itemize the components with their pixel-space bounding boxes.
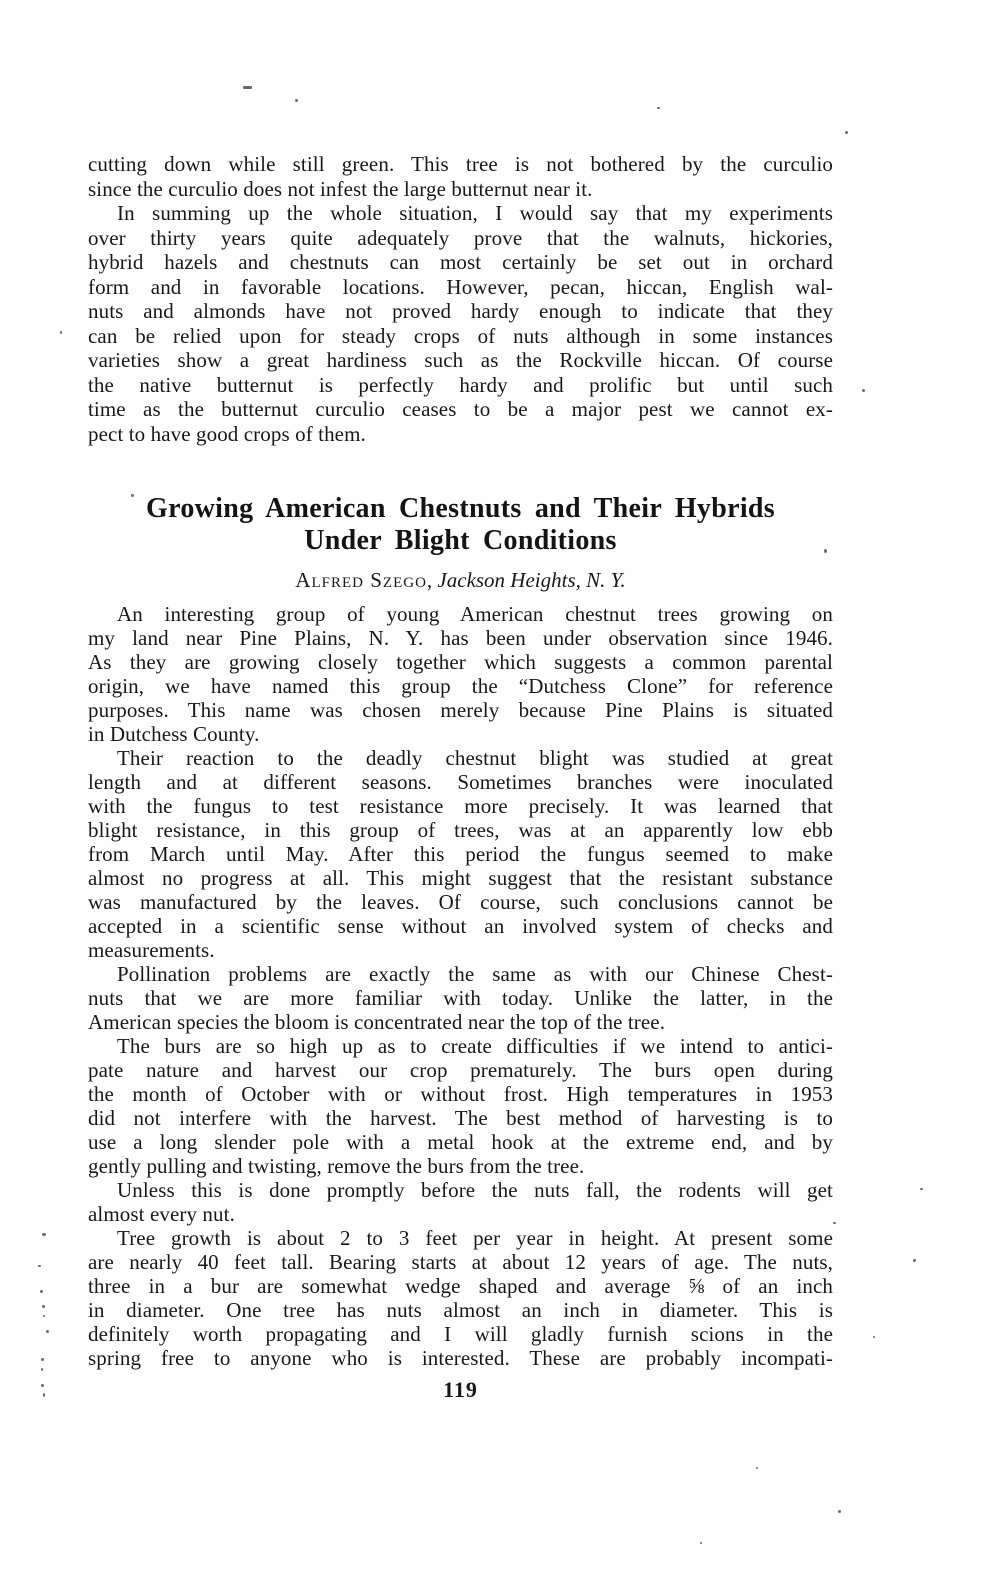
text-line: definitely worth propagating and I will gladly furnish scions in the [88, 1322, 833, 1346]
text-line: An interesting group of young American chestnut trees growing on [117, 602, 833, 626]
article-title [88, 493, 833, 557]
text-line: length and at different seasons. Sometimes branches were inoculated [88, 770, 833, 794]
scan-speck [862, 389, 865, 392]
text-line: accepted in a scientific sense without an involved system of checks and [88, 914, 833, 938]
text-line: since the curculio does not infest the large butternut near it. [88, 176, 593, 201]
scan-speck [131, 494, 134, 497]
scan-speck [824, 549, 827, 553]
scan-speck [700, 1542, 702, 1544]
text-line: the month of October with or without frost. High temperatures in 1953 [88, 1082, 833, 1106]
paragraph [88, 746, 833, 962]
text-line: As they are growing closely together which suggests a common parental [88, 650, 833, 674]
article-body-section [88, 602, 833, 1370]
page-content [88, 152, 833, 1403]
scan-speck [657, 107, 660, 109]
text-line: pate nature and harvest our crop prematurely. The burs open during [88, 1058, 833, 1082]
text-line: in diameter. One tree has nuts almost an inch in diameter. This is [88, 1298, 833, 1322]
text-line: from March until May. After this period the fungus seemed to make [88, 842, 833, 866]
text-line: are nearly 40 feet tall. Bearing starts at about 12 years of age. The nuts, [88, 1250, 833, 1274]
text-line: did not interfere with the harvest. The best method of harvesting is to [88, 1106, 833, 1130]
text-line: Tree growth is about 2 to 3 feet per year in height. At present some [117, 1226, 833, 1250]
text-line: in Dutchess County. [88, 722, 260, 746]
text-line: my land near Pine Plains, N. Y. has been under observation since 1946. [88, 626, 833, 650]
paragraph [88, 201, 833, 446]
text-line: Unless this is done promptly before the nuts fall, the rodents will get [117, 1178, 833, 1202]
text-line: In summing up the whole situation, I would say that my experiments [117, 201, 833, 225]
text-line: almost no progress at all. This might suggest that the resistant substance [88, 866, 833, 890]
scan-speck [243, 86, 252, 89]
text-line: can be relied upon for steady crops of nuts although in some instances [88, 323, 833, 348]
scan-speck [41, 1358, 44, 1361]
scan-speck [43, 1393, 45, 1397]
scan-speck [756, 1467, 758, 1469]
scan-speck [41, 1384, 44, 1387]
text-line: the native butternut is perfectly hardy and prolific but until such [88, 372, 833, 397]
author-location: Jackson Heights, N. Y. [437, 568, 626, 592]
text-line: origin, we have named this group the “Dutchess Clone” for reference [88, 674, 833, 698]
text-line: spring free to anyone who is interested. These are probably incompati- [88, 1346, 833, 1370]
scan-speck [46, 1330, 49, 1333]
scan-speck [43, 1315, 45, 1317]
text-line: use a long slender pole with a metal hook at the extreme end, and by [88, 1130, 833, 1154]
text-line: form and in favorable locations. However, pecan, hiccan, English wal- [88, 274, 833, 299]
scan-speck [40, 1290, 43, 1293]
text-line: with the fungus to test resistance more precisely. It was learned that [88, 794, 833, 818]
paragraph [88, 602, 833, 746]
article-title-line-1: Growing American Chestnuts and Their Hybrids [146, 493, 775, 524]
scan-speck [838, 1510, 841, 1513]
text-line: measurements. [88, 938, 215, 962]
paragraph [88, 1034, 833, 1178]
text-line: three in a bur are somewhat wedge shaped and average ⅝ of an inch [88, 1274, 833, 1298]
text-line: blight resistance, in this group of trees, was at an apparently low ebb [88, 818, 833, 842]
text-line: cutting down while still green. This tree is not bothered by the curculio [88, 152, 833, 176]
text-line: gently pulling and twisting, remove the burs from the tree. [88, 1154, 585, 1178]
text-line: American species the bloom is concentrated near the top of the tree. [88, 1010, 666, 1034]
byline [88, 568, 833, 592]
author-name: Alfred Szego [295, 568, 427, 592]
paragraph [88, 1178, 833, 1226]
text-line: time as the butternut curculio ceases to be a major pest we cannot ex- [88, 397, 833, 421]
text-line: Pollination problems are exactly the same as with our Chinese Chest- [117, 962, 833, 986]
text-line: was manufactured by the leaves. Of course, such conclusions cannot be [88, 890, 833, 914]
scan-speck [60, 331, 62, 334]
text-line: nuts that we are more familiar with today. Unlike the latter, in the [88, 986, 833, 1010]
article-title-line-2: Under Blight Conditions [304, 525, 617, 556]
continuation-text-section [88, 152, 833, 446]
scan-speck [38, 1265, 41, 1267]
text-line: pect to have good crops of them. [88, 421, 366, 446]
text-line: Their reaction to the deadly chestnut blight was studied at great [117, 746, 833, 770]
text-line: hybrid hazels and chestnuts can most certainly be set out in orchard [88, 250, 833, 274]
paragraph [88, 1226, 833, 1370]
scan-speck [295, 99, 298, 102]
text-line: The burs are so high up as to create difficulties if we intend to antici- [117, 1034, 833, 1058]
scan-speck [833, 1222, 836, 1224]
byline-separator: , [426, 568, 438, 592]
paragraph [88, 962, 833, 1034]
text-line: over thirty years quite adequately prove that the walnuts, hickories, [88, 225, 833, 250]
scan-speck [845, 131, 848, 134]
text-line: purposes. This name was chosen merely because Pine Plains is situated [88, 698, 833, 722]
scan-speck [873, 1336, 875, 1338]
text-line: nuts and almonds have not proved hardy enough to indicate that they [88, 299, 833, 323]
scan-speck [920, 1188, 923, 1190]
text-line: almost every nut. [88, 1202, 235, 1226]
scan-speck [913, 1259, 916, 1262]
paragraph [88, 152, 833, 201]
scan-speck [42, 1233, 46, 1236]
text-line: varieties show a great hardiness such as the Rockville hiccan. Of course [88, 348, 833, 372]
scan-speck [41, 1368, 43, 1371]
scan-speck [42, 1305, 45, 1308]
page-number: 119 [443, 1377, 478, 1402]
